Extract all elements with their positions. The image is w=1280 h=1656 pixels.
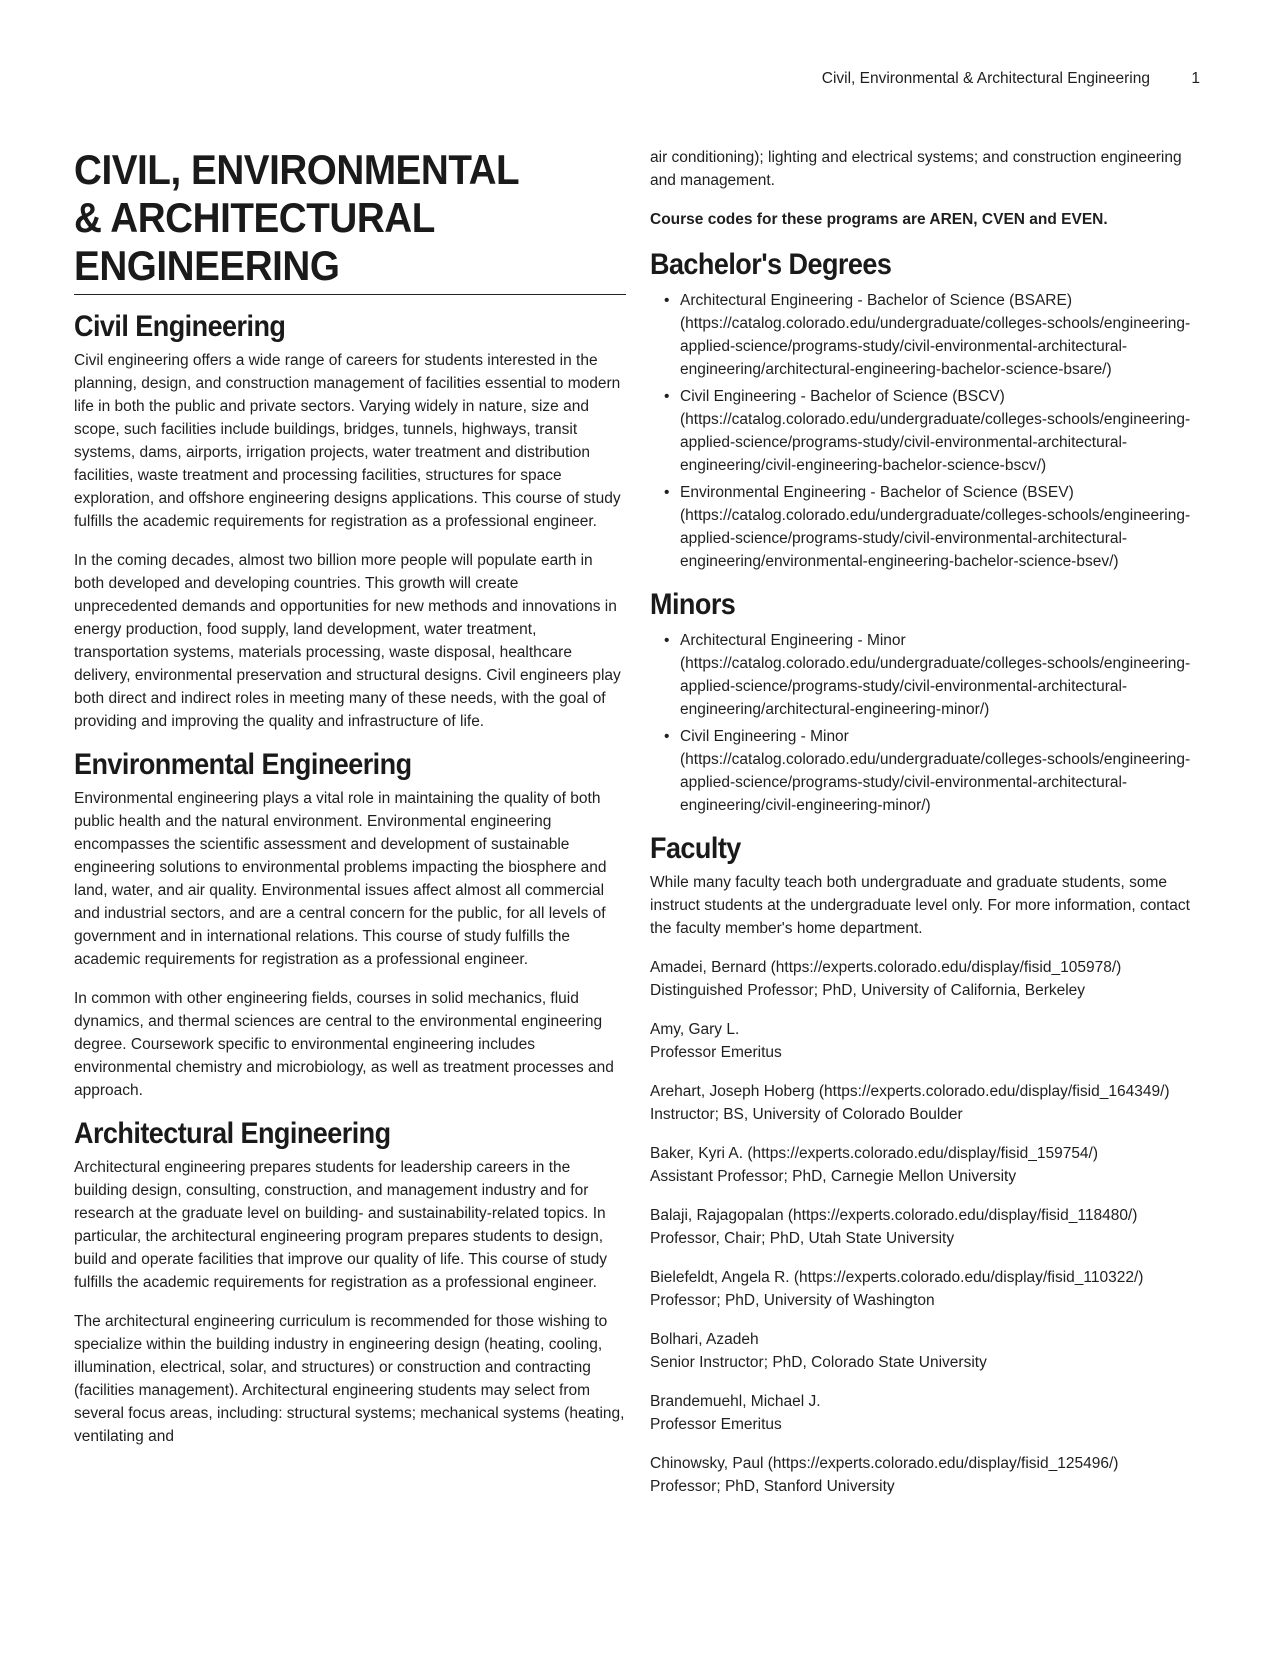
faculty-entry [650,1142,1206,1188]
right-column [650,146,1206,1514]
page-title-line: CIVIL, ENVIRONMENTAL [74,146,520,193]
faculty-entry [650,1390,1206,1436]
degree-link[interactable]: Architectural Engineering - Bachelor of Science (BSARE) (https://catalog.colorado.edu/undergraduate/colleges-schools/engineering-applied-science/programs-study/civil-environmental-architectural-engineering/architectural-engineering-bachelor-science-bsare/) [680,292,1191,378]
degree-link[interactable]: Environmental Engineering - Bachelor of Science (BSEV) (https://catalog.colorado.edu/undergraduate/colleges-schools/engineering-applied-science/programs-study/civil-environmental-architectural-engineering/environmental-engineering-bachelor-science-bsev/) [680,484,1191,570]
bullet-icon: • [664,484,670,501]
civil-paragraph-1: Civil engineering offers a wide range of careers for students interested in the planning, design, and construction management of facilities essential to modern life in both the public and private sectors. Varying widely in nature, size and scope, such facilities include buildings, bridges, tunnels, highways, transit systems, dams, airports, irrigation projects, water treatment and distribution facilities, waste treatment and processing facilities, structures for space exploration, and offshore engineering designs applications. This course of study fulfills the academic requirements for registration as a professional engineer. [74,352,621,530]
page-number: 1 [1191,70,1200,87]
page-title-line: ENGINEERING [74,242,340,289]
faculty-entry [650,1328,1206,1374]
faculty-title: Professor, Chair; PhD, Utah State University [650,1230,955,1247]
bachelors-degree-list [650,289,1206,573]
faculty-entry [650,1080,1206,1126]
faculty-name-link[interactable]: Chinowsky, Paul (https://experts.colorado.edu/display/fisid_125496/) [650,1455,1119,1472]
running-header-title: Civil, Environmental & Architectural Engineering [821,70,1150,87]
architectural-engineering-heading: Architectural Engineering [74,1117,391,1150]
faculty-name: Brandemuehl, Michael J. [650,1393,821,1410]
faculty-entry [650,956,1206,1002]
minor-link[interactable]: Architectural Engineering - Minor (https://catalog.colorado.edu/undergraduate/colleges-schools/engineering-applied-science/programs-study/civil-environmental-architectural-engineering/architectural-engineering-minor/) [680,632,1191,718]
list-item[interactable] [650,289,1206,381]
civil-engineering-heading: Civil Engineering [74,310,286,343]
running-header [650,70,1206,92]
architectural-paragraph-1: Architectural engineering prepares students for leadership careers in the building design, consulting, construction, and management industry and for research at the graduate level on building- and sustainability-related topics. In particular, the architectural engineering program prepares students to design, build and operate facilities that improve our quality of life. This course of study fulfills the academic requirements for registration as a professional engineer. [74,1159,608,1291]
faculty-title: Professor Emeritus [650,1044,782,1061]
faculty-name: Bolhari, Azadeh [650,1331,759,1348]
faculty-entry [650,1204,1206,1250]
page-title [74,146,626,295]
list-item[interactable] [650,481,1206,573]
bullet-icon: • [664,292,670,309]
page-title-line: & ARCHITECTURAL [74,194,435,241]
bullet-icon: • [664,728,670,745]
environmental-paragraph-2: In common with other engineering fields, courses in solid mechanics, fluid dynamics, and thermal sciences are central to the environmental engineering degree. Coursework specific to environmental engineering includes environmental chemistry and microbiology, as well as treatment processes and approach. [74,990,614,1099]
faculty-title: Instructor; BS, University of Colorado Boulder [650,1106,963,1123]
faculty-title: Senior Instructor; PhD, Colorado State University [650,1354,987,1371]
list-item[interactable] [650,629,1206,721]
bullet-icon: • [664,632,670,649]
environmental-engineering-heading: Environmental Engineering [74,748,412,781]
faculty-entry [650,1266,1206,1312]
faculty-title: Professor Emeritus [650,1416,782,1433]
list-item[interactable] [650,725,1206,817]
civil-paragraph-2: In the coming decades, almost two billion more people will populate earth in both developed and developing countries. This growth will create unprecedented demands and opportunities for new methods and innovations in energy production, food supply, land development, water treatment, transportation systems, materials processing, waste disposal, healthcare delivery, environmental preservation and structural designs. Civil engineers play both direct and indirect roles in meeting many of these needs, with the goal of providing and improving the quality and infrastructure of life. [74,552,621,730]
faculty-title: Professor; PhD, Stanford University [650,1478,895,1495]
faculty-name-link[interactable]: Baker, Kyri A. (https://experts.colorado.edu/display/fisid_159754/) [650,1145,1099,1162]
degree-link[interactable]: Civil Engineering - Bachelor of Science (BSCV) (https://catalog.colorado.edu/undergraduate/colleges-schools/engineering-applied-science/programs-study/civil-environmental-architectural-engineering/civil-engineering-bachelor-science-bscv/) [680,388,1191,474]
faculty-name-link[interactable]: Bielefeldt, Angela R. (https://experts.colorado.edu/display/fisid_110322/) [650,1269,1144,1286]
bachelors-degrees-heading: Bachelor's Degrees [650,248,892,281]
course-codes-note: Course codes for these programs are AREN, CVEN and EVEN. [650,211,1108,228]
minors-heading: Minors [650,588,736,621]
architectural-paragraph-2-continued: air conditioning); lighting and electrical systems; and construction engineering and management. [650,149,1182,189]
faculty-name-link[interactable]: Amadei, Bernard (https://experts.colorado.edu/display/fisid_105978/) [650,959,1122,976]
faculty-name-link[interactable]: Balaji, Rajagopalan (https://experts.colorado.edu/display/fisid_118480/) [650,1207,1138,1224]
architectural-paragraph-2: The architectural engineering curriculum is recommended for those wishing to specialize within the building industry in engineering design (heating, cooling, illumination, electrical, solar, and structures) or construction and contracting (facilities management). Architectural engineering students may select from several focus areas, including: structural systems; mechanical systems (heating, ventilating and [74,1313,625,1445]
faculty-title: Distinguished Professor; PhD, University of California, Berkeley [650,982,1086,999]
left-column [74,146,626,1448]
list-item[interactable] [650,385,1206,477]
bullet-icon: • [664,388,670,405]
faculty-name: Amy, Gary L. [650,1021,740,1038]
faculty-title: Professor; PhD, University of Washington [650,1292,935,1309]
minors-list [650,629,1206,817]
faculty-heading: Faculty [650,832,741,865]
faculty-entry [650,1018,1206,1064]
minor-link[interactable]: Civil Engineering - Minor (https://catalog.colorado.edu/undergraduate/colleges-schools/engineering-applied-science/programs-study/civil-environmental-architectural-engineering/civil-engineering-minor/) [680,728,1191,814]
faculty-intro: While many faculty teach both undergraduate and graduate students, some instruct students at the undergraduate level only. For more information, contact the faculty member's home department. [650,874,1190,937]
faculty-title: Assistant Professor; PhD, Carnegie Mellon University [650,1168,1017,1185]
faculty-name-link[interactable]: Arehart, Joseph Hoberg (https://experts.colorado.edu/display/fisid_164349/) [650,1083,1170,1100]
environmental-paragraph-1: Environmental engineering plays a vital role in maintaining the quality of both public health and the natural environment. Environmental engineering encompasses the scientific assessment and development of sustainable engineering solutions to environmental problems impacting the biosphere and land, water, and air quality. Environmental issues affect almost all commercial and industrial sectors, and are a central concern for the public, for all levels of government and in international relations. This course of study fulfills the academic requirements for registration as a professional engineer. [74,790,607,968]
faculty-entry [650,1452,1206,1498]
